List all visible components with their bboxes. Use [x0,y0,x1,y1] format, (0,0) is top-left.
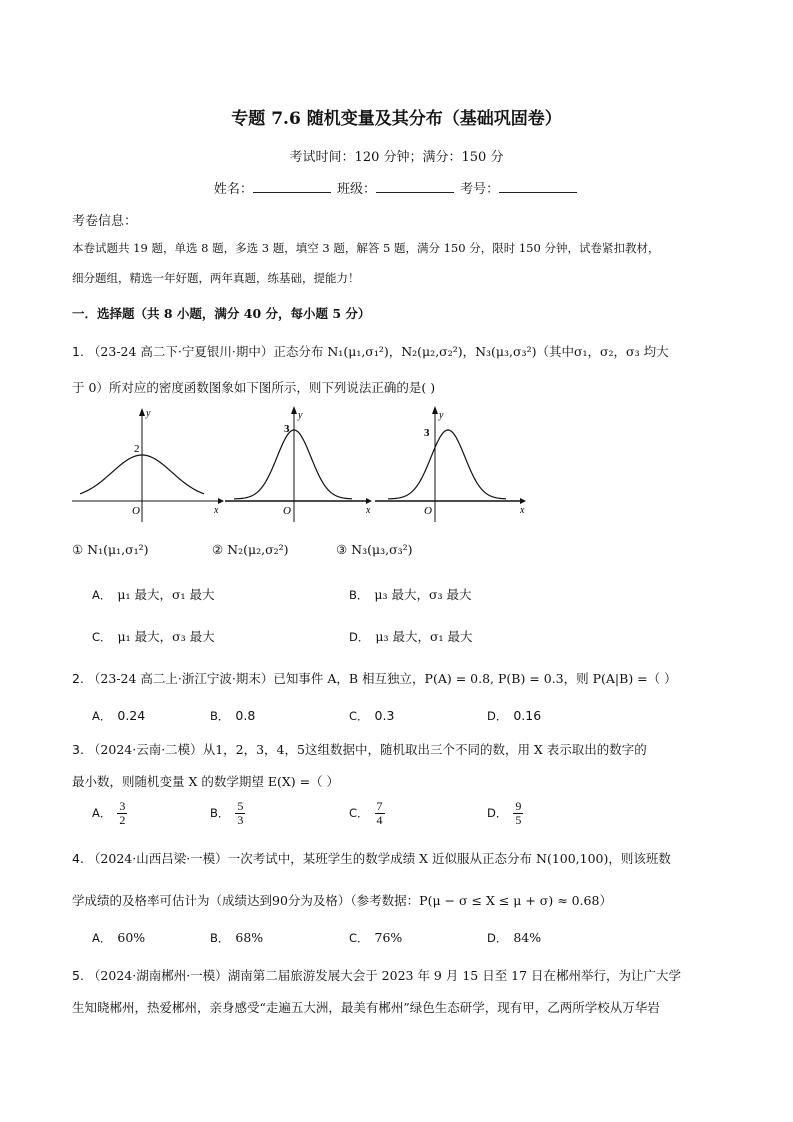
x-label: x [520,505,525,516]
question-text: 正态分布 N₁(μ₁,σ₁²)，N₂(μ₂,σ₂²)，N₃(μ₃,σ₃²)（其中σ₁，σ₂，σ₃ 均大 [273,344,669,359]
q2-option-d[interactable]: D． 0.16 [487,708,542,723]
question-4-line-2: 学成绩的及格率可估计为（成绩达到90分为及格）（参考数据：P(μ − σ ≤ X ≤ μ + σ) ≈ 0.68） [72,893,612,908]
fraction: $\frac{3}{2}$ [119,799,126,827]
y-label: y [146,408,151,419]
exam-time: 考试时间：120 分钟；满分：150 分 [289,150,504,165]
x-label: x [366,505,371,516]
info-line-1: 本卷试题共 19 题，单选 8 题，多选 3 题，填空 3 题，解答 5 题，满分 150 分，限时 150 分钟，试卷紧扣教材， [72,241,660,255]
density-graphs [62,402,542,530]
x-axis-arrow [218,498,224,504]
q2-option-c[interactable]: C． 0.3 [349,708,395,723]
density-curve-2 [234,430,352,499]
id-blank[interactable] [499,180,577,193]
question-3-line-2: 最小数，则随机变量 X 的数学期望 E(X) =（ ） [72,774,340,789]
name-label: 姓名： [213,182,253,197]
q3-option-a[interactable]: A． $\frac{3}{2}$ [92,799,126,827]
q3-option-d[interactable]: D． $\frac{9}{5}$ [487,799,522,827]
q1-option-b[interactable]: B． μ₃ 最大，σ₃ 最大 [349,587,472,602]
question-source: （23-24 高二下·宁夏银川·期中） [87,344,274,359]
question-5-line-2: 生知晓郴州，热爱郴州，亲身感受“走遍五大洲，最美有郴州”绿色生态研学，现有甲，乙两所学校从万华岩 [72,1000,660,1015]
question-4-line-1: 4. （2024·山西吕梁·一模）一次考试中，某班学生的数学成绩 X 近似服从正态分布 N(100,100)，则该班数 [72,851,671,866]
fraction: $\frac{9}{5}$ [515,799,522,827]
q3-option-b[interactable]: B． $\frac{5}{3}$ [210,799,244,827]
q1-option-a[interactable]: A． μ₁ 最大，σ₁ 最大 [92,587,215,602]
y-label: y [439,410,444,421]
origin-label: O [132,505,140,517]
density-curve-3 [388,430,506,499]
q4-option-d[interactable]: D． 84% [487,930,542,945]
question-3-line-1: 3. （2024·云南·二模）从1，2，3，4，5这组数据中，随机取出三个不同的数，用 X 表示取出的数字的 [72,742,647,757]
q4-option-a[interactable]: A． 60% [92,930,146,945]
graph-3 [375,406,526,522]
peak-label: 3 [424,427,430,439]
question-2-line-1: 2. （23-24 高二上·浙江宁波·期末）已知事件 A，B 相互独立，P(A) = 0.8, P(B) = 0.3，则 P(A|B) =（ ） [72,671,677,686]
q4-option-c[interactable]: C． 76% [349,930,403,945]
info-line-2: 细分题组，精选一年好题，两年真题，练基础，提能力！ [72,271,360,285]
section-heading: 一．选择题（共 8 小题，满分 40 分，每小题 5 分） [72,306,371,321]
id-label: 考号： [460,182,500,197]
class-label: 班级： [336,182,376,197]
q4-option-b[interactable]: B． 68% [210,930,264,945]
question-number: 1. [72,344,84,359]
fraction: $\frac{5}{3}$ [237,799,244,827]
info-heading: 考卷信息： [72,214,138,229]
x-axis-arrow [366,498,372,504]
q3-option-c[interactable]: C． $\frac{7}{4}$ [349,799,383,827]
x-axis-arrow [520,498,526,504]
peak-label: 2 [134,443,140,455]
x-label: x [214,505,219,516]
name-blank[interactable] [253,180,331,193]
question-1-line-1 [72,342,669,360]
class-blank[interactable] [376,180,454,193]
page-title: 专题 7.6 随机变量及其分布（基础巩固卷） [231,109,562,129]
origin-label: O [283,505,291,517]
peak-label: 3 [284,423,290,435]
graph-2 [225,406,372,522]
legend-3: ③ N₃(μ₃,σ₃²) [336,542,413,557]
legend-1: ① N₁(μ₁,σ₁²) [72,542,149,557]
y-label: y [298,410,303,421]
origin-label: O [424,505,432,517]
y-axis-arrow [432,406,438,414]
q1-option-c[interactable]: C． μ₁ 最大，σ₃ 最大 [92,629,215,644]
q1-option-d[interactable]: D． μ₃ 最大，σ₁ 最大 [349,629,473,644]
fraction: $\frac{7}{4}$ [376,799,383,827]
q2-option-a[interactable]: A． 0.24 [92,708,146,723]
graph-1 [72,408,224,522]
y-axis-arrow [139,408,145,416]
legend-2: ② N₂(μ₂,σ₂²) [212,542,289,557]
q2-option-b[interactable]: B． 0.8 [210,708,256,723]
question-1-line-2: 于 0）所对应的密度函数图象如下图所示，则下列说法正确的是( ) [72,380,436,395]
question-5-line-1: 5. （2024·湖南郴州·一模）湖南第二届旅游发展大会于 2023 年 9 月 15 日至 17 日在郴州举行，为让广大学 [72,968,682,983]
y-axis-arrow [291,406,297,414]
student-info-line [0,178,793,197]
